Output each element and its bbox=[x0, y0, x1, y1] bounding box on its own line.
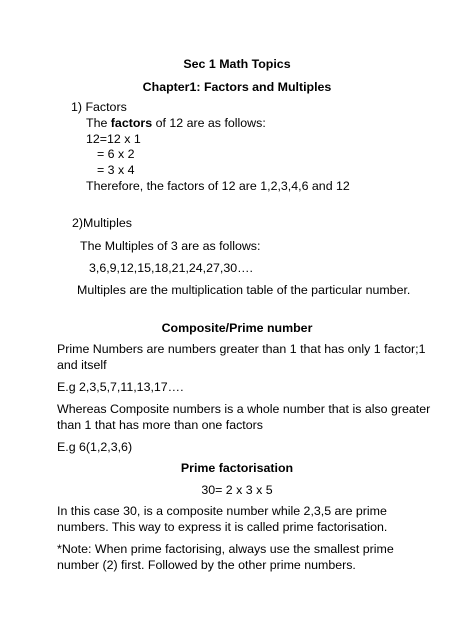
prime-definition-line-1: Prime Numbers are numbers greater than 1 that has only 1 factor;1 bbox=[57, 342, 426, 356]
factors-equation-1: 12=12 x 1 bbox=[86, 132, 141, 146]
composite-definition-line-2: than 1 that has more than one factors bbox=[57, 418, 263, 432]
prime-definition-line-2: and itself bbox=[57, 358, 107, 372]
multiples-list: 3,6,9,12,15,18,21,24,27,30…. bbox=[89, 261, 253, 275]
factors-intro bbox=[86, 115, 266, 131]
composite-example: E.g 6(1,2,3,6) bbox=[57, 440, 133, 454]
page-title: Sec 1 Math Topics bbox=[183, 57, 291, 71]
note-line-1: *Note: When prime factorising, always use the smallest prime bbox=[57, 542, 394, 556]
factors-equation-3: = 3 x 4 bbox=[97, 163, 135, 177]
factors-intro-pre: The bbox=[86, 116, 111, 130]
chapter-title: Chapter1: Factors and Multiples bbox=[142, 80, 332, 94]
composite-prime-heading: Composite/Prime number bbox=[161, 321, 313, 335]
note-line-2: number (2) first. Followed by the other prime numbers. bbox=[57, 558, 356, 572]
prime-factorisation-heading: Prime factorisation bbox=[180, 461, 294, 475]
prime-factorisation-explain-2: numbers. This way to express it is called prime factorisation. bbox=[57, 520, 388, 534]
factors-heading: 1) Factors bbox=[71, 100, 127, 114]
prime-factorisation-explain-1: In this case 30, is a composite number while 2,3,5 are prime bbox=[57, 504, 387, 518]
factors-intro-bold: factors bbox=[110, 116, 153, 130]
prime-example: E.g 2,3,5,7,11,13,17…. bbox=[57, 380, 184, 394]
factors-intro-post: of 12 are as follows: bbox=[152, 116, 266, 130]
factors-conclusion: Therefore, the factors of 12 are 1,2,3,4,6 and 12 bbox=[86, 179, 350, 193]
multiples-intro: The Multiples of 3 are as follows: bbox=[80, 239, 261, 253]
prime-factorisation-equation: 30= 2 x 3 x 5 bbox=[201, 483, 273, 497]
multiples-heading: 2)Multiples bbox=[72, 216, 132, 230]
factors-equation-2: = 6 x 2 bbox=[97, 147, 135, 161]
multiples-definition: Multiples are the multiplication table of the particular number. bbox=[77, 283, 411, 297]
composite-definition-line-1: Whereas Composite numbers is a whole number that is also greater bbox=[57, 402, 431, 416]
